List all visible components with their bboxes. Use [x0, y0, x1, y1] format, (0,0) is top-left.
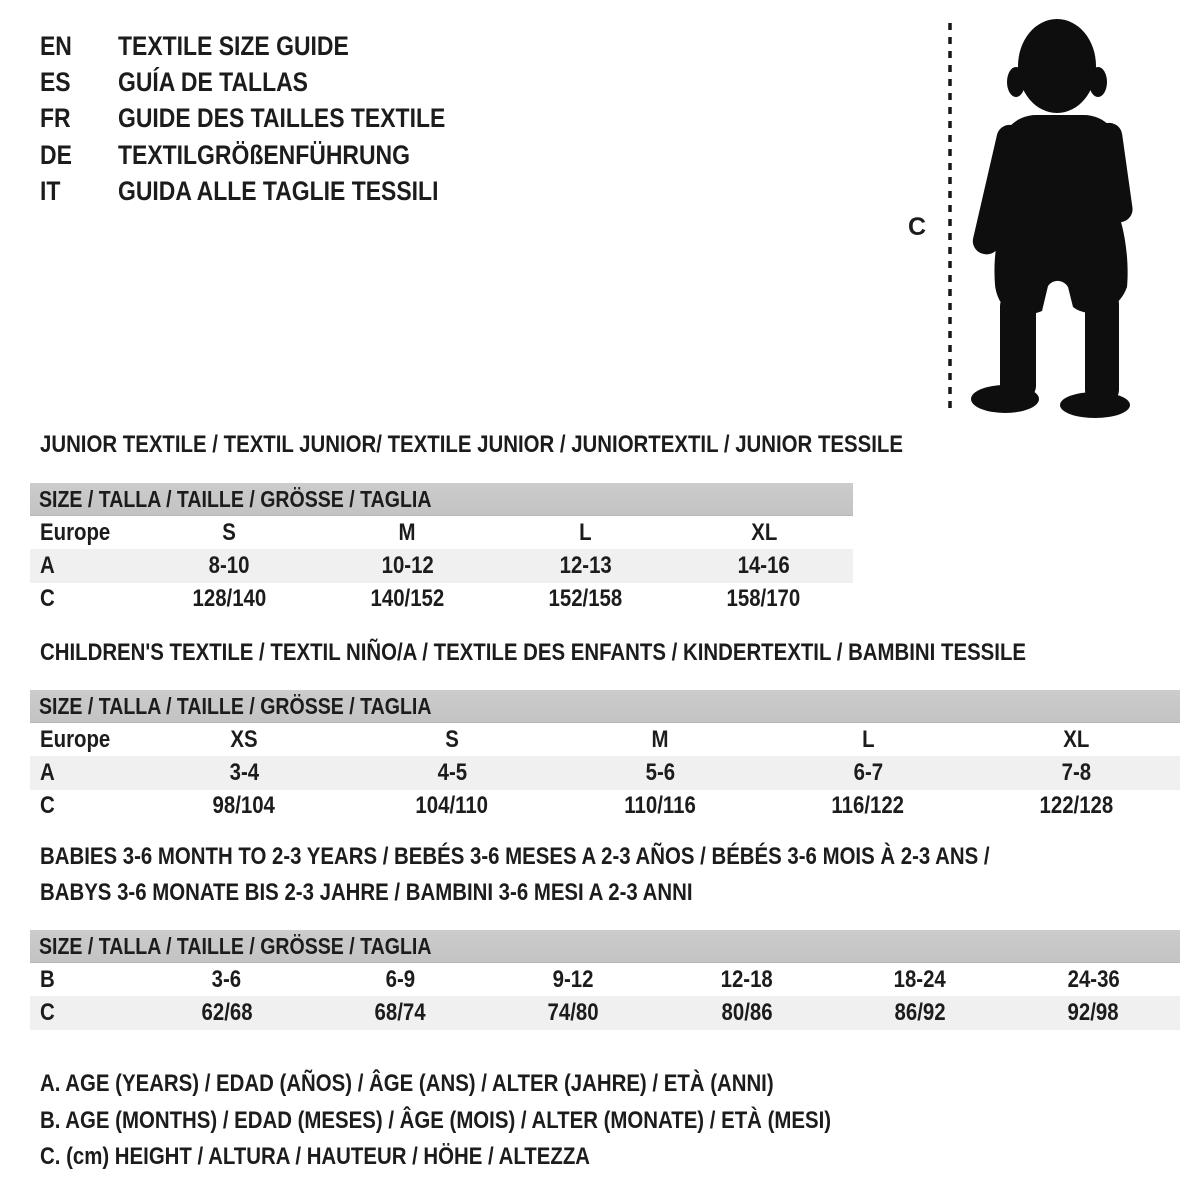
row-label: Europe: [40, 518, 111, 546]
legend-line-a: [40, 1066, 971, 1103]
language-code: DE: [40, 139, 72, 170]
legend-line-b-text: B. AGE (MONTHS) / EDAD (MESES) / ÂGE (MOIS) / ALTER (MONATE) / ETÀ (MESI): [40, 1106, 832, 1134]
size-header-label: SIZE / TALLA / TAILLE / GRÖSSE / TAGLIA: [39, 932, 432, 959]
legend-line-a-text: A. AGE (YEARS) / EDAD (AÑOS) / ÂGE (ANS) / ALTER (JAHRE) / ETÀ (ANNI): [40, 1070, 774, 1098]
cell-value: 12-13: [559, 552, 612, 580]
cell-value: M: [398, 518, 416, 546]
cell-value: 68/74: [374, 999, 426, 1027]
cell-value: 152/158: [548, 585, 623, 613]
guide-title-de: TEXTILGRÖßENFÜHRUNG: [118, 139, 410, 170]
cell-value: 104/110: [415, 792, 489, 820]
cell-value: 6-7: [853, 759, 883, 787]
table-row-months: [30, 963, 1180, 996]
children-table-title: [40, 639, 1200, 666]
junior-table-title-text: JUNIOR TEXTILE / TEXTIL JUNIOR/ TEXTILE JUNIOR / JUNIORTEXTIL / JUNIOR TESSILE: [40, 431, 903, 458]
size-header-label: SIZE / TALLA / TAILLE / GRÖSSE / TAGLIA: [39, 485, 432, 512]
children-size-table: [30, 690, 1180, 823]
babies-table-title-line1: BABIES 3-6 MONTH TO 2-3 YEARS / BEBÉS 3-6 MESES A 2-3 AÑOS / BÉBÉS 3-6 MOIS À 2-3 ANS /: [40, 843, 990, 870]
table-row-height: [30, 583, 853, 616]
cell-value: 4-5: [437, 759, 467, 787]
row-label: B: [40, 965, 55, 993]
cell-value: L: [579, 518, 592, 546]
table-row-height: [30, 790, 1180, 823]
size-header-label: SIZE / TALLA / TAILLE / GRÖSSE / TAGLIA: [39, 692, 432, 719]
cell-value: 140/152: [370, 585, 445, 613]
cell-value: 3-4: [229, 759, 259, 787]
cell-value: L: [861, 725, 875, 753]
cell-value: XL: [750, 518, 777, 546]
size-header-bar: [30, 690, 1180, 723]
legend-line-c-text: C. (cm) HEIGHT / ALTURA / HAUTEUR / HÖHE / ALTEZZA: [40, 1143, 591, 1171]
guide-title-es: GUÍA DE TALLAS: [118, 67, 308, 98]
cell-value: 80/86: [721, 999, 773, 1027]
height-measure-label: C: [908, 213, 927, 241]
cell-value: 10-12: [381, 552, 434, 580]
children-table-title-text: CHILDREN'S TEXTILE / TEXTIL NIÑO/A / TEXTILE DES ENFANTS / KINDERTEXTIL / BAMBINI TESSILE: [40, 639, 1027, 666]
table-row-age: [30, 756, 1180, 789]
cell-value: M: [651, 725, 669, 753]
language-row-fr: [40, 101, 503, 137]
table-row-age: [30, 549, 853, 582]
cell-value: 158/170: [726, 585, 801, 613]
cell-value: 24-36: [1067, 965, 1120, 993]
cell-value: 12-18: [720, 965, 773, 993]
cell-value: 92/98: [1067, 999, 1119, 1027]
cell-value: 3-6: [211, 965, 242, 993]
measure-legend: [40, 1066, 971, 1176]
language-row-it: [40, 174, 503, 210]
cell-value: 9-12: [552, 965, 594, 993]
babies-table-title-line2: BABYS 3-6 MONATE BIS 2-3 JAHRE / BAMBINI 3-6 MESI A 2-3 ANNI: [40, 879, 693, 906]
row-label: C: [40, 999, 55, 1027]
language-code: IT: [40, 176, 61, 207]
cell-value: 62/68: [201, 999, 253, 1027]
cell-value: 7-8: [1061, 759, 1091, 787]
cell-value: 6-9: [385, 965, 415, 993]
cell-value: XL: [1062, 725, 1090, 753]
guide-title-en: TEXTILE SIZE GUIDE: [118, 30, 349, 61]
cell-value: 128/140: [192, 585, 266, 613]
row-label: C: [40, 792, 55, 820]
cell-value: XS: [230, 725, 258, 753]
cell-value: 86/92: [894, 999, 946, 1027]
legend-line-b: [40, 1103, 971, 1140]
language-code: ES: [40, 67, 71, 98]
legend-line-c: [40, 1139, 971, 1176]
babies-size-table: [30, 930, 1180, 1030]
language-header: [40, 28, 503, 210]
cell-value: 98/104: [212, 792, 276, 820]
row-label: C: [40, 585, 55, 613]
cell-value: S: [445, 725, 459, 753]
row-label: A: [40, 552, 55, 580]
size-header-bar: [30, 930, 1180, 963]
language-row-es: [40, 64, 503, 100]
cell-value: 122/128: [1039, 792, 1113, 820]
language-row-de: [40, 137, 503, 173]
language-code: FR: [40, 103, 71, 134]
cell-value: S: [222, 518, 236, 546]
cell-value: 74/80: [547, 999, 599, 1027]
cell-value: 110/116: [624, 792, 696, 820]
size-header-bar: [30, 483, 853, 516]
junior-table-title: [40, 431, 1055, 458]
cell-value: 5-6: [645, 759, 675, 787]
cell-value: 18-24: [893, 965, 947, 993]
toddler-silhouette: [970, 19, 1134, 418]
junior-size-table: [30, 483, 853, 616]
babies-table-title: [40, 843, 1160, 915]
table-row-europe: [30, 723, 1180, 756]
language-row-en: [40, 28, 503, 64]
language-code: EN: [40, 30, 72, 61]
table-row-height: [30, 996, 1180, 1029]
toddler-silhouette-figure: [940, 15, 1148, 425]
cell-value: 116/122: [831, 792, 905, 820]
guide-title-fr: GUIDE DES TAILLES TEXTILE: [118, 103, 446, 134]
guide-title-it: GUIDA ALLE TAGLIE TESSILI: [118, 176, 439, 207]
cell-value: 14-16: [737, 552, 790, 580]
cell-value: 8-10: [208, 552, 250, 580]
row-label: Europe: [40, 725, 111, 753]
table-row-europe: [30, 516, 853, 549]
row-label: A: [40, 759, 55, 787]
